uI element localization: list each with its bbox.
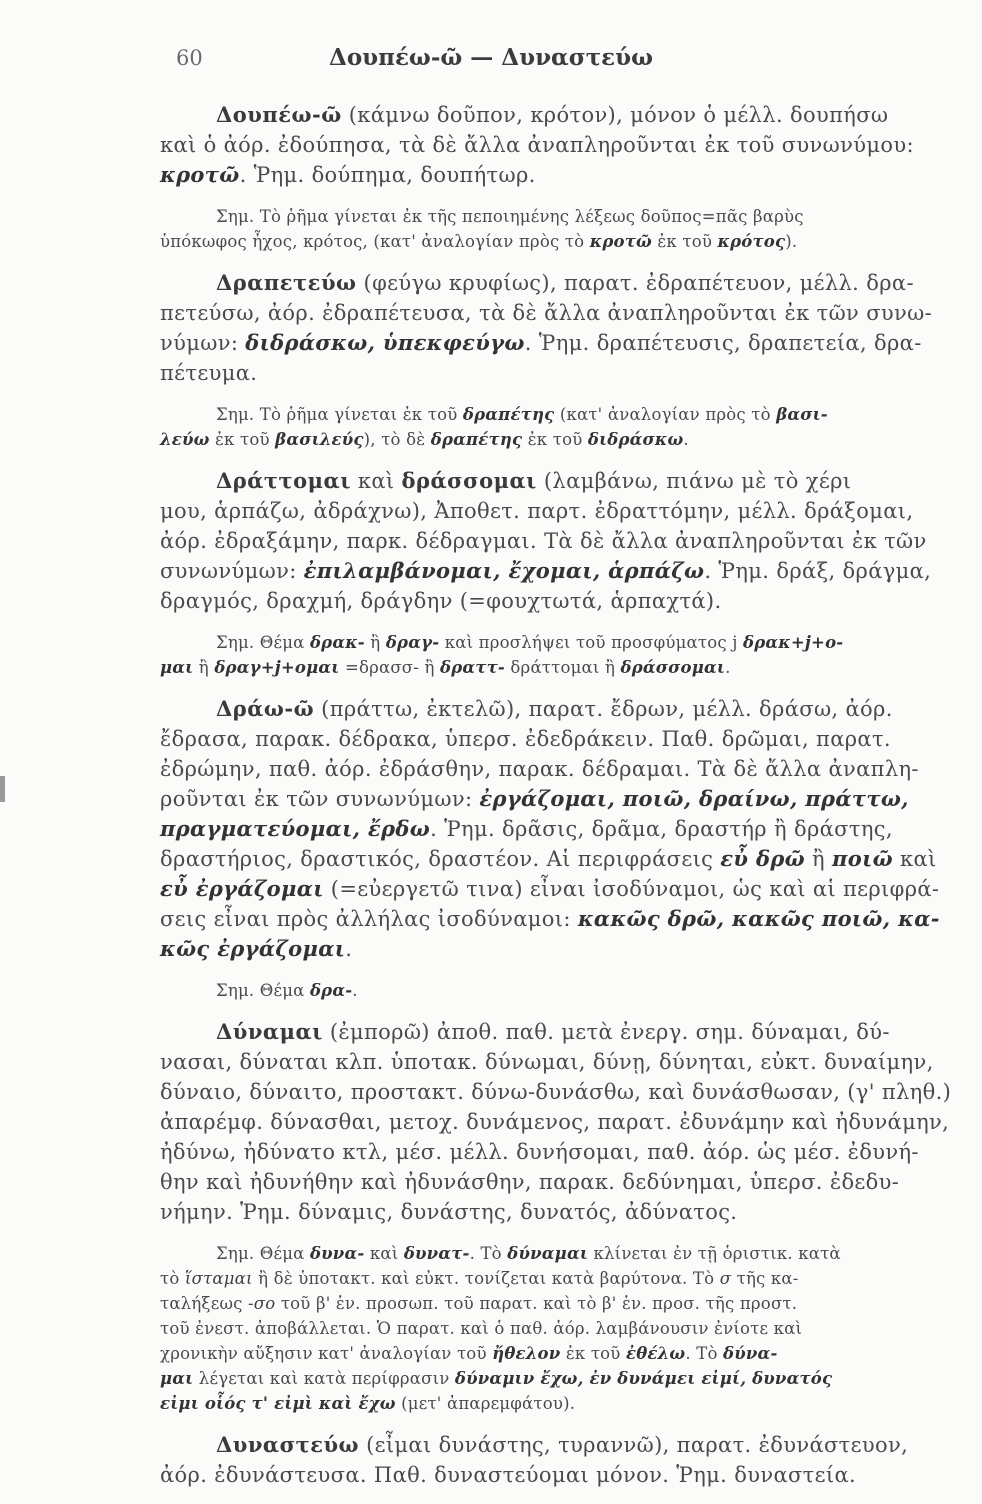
entry-note — [160, 1241, 962, 1416]
text-line — [160, 328, 962, 358]
text-segment: (πράττω, ἐκτελῶ), παρατ. ἔδρων, μέλλ. δράσω, ἀόρ. — [314, 697, 893, 721]
emphasis-segment: κροτῶ — [589, 232, 652, 251]
text-segment: νύμων: — [160, 331, 246, 355]
emphasis-segment: κροτῶ — [160, 162, 240, 187]
emphasis-segment: δραττ- — [440, 658, 505, 677]
text-segment: νασαι, δύναται κλπ. ὑποτακ. δύνωμαι, δύνῃ, δύνηται, εὐκτ. δυναίμην, — [160, 1050, 934, 1074]
headword: δράσσομαι — [401, 468, 537, 493]
headword: Δράω-ῶ — [216, 696, 315, 721]
text-segment: καὶ προσλήψει τοῦ προσφύματος j — [439, 633, 744, 652]
text-segment: ἀπαρέμφ. δύνασθαι, μετοχ. δυνάμενος, παρατ. ἐδυνάμην καὶ ἠδυνάμην, — [160, 1110, 950, 1134]
headword: Δραπετεύω — [216, 270, 357, 295]
text-segment: (κάμνω δοῦπον, κρότον), μόνον ὁ μέλλ. δουπήσω — [341, 103, 889, 127]
text-segment: ροῦνται ἐκ τῶν συνωνύμων: — [160, 787, 480, 811]
text-segment: ἐκ τοῦ — [522, 430, 588, 449]
emphasis-segment: ἐπιλαμβάνομαι, ἔχομαι, ἁρπάζω — [303, 558, 705, 583]
entry-note — [160, 630, 962, 680]
headword: Δυναστεύω — [216, 1432, 360, 1457]
text-line — [160, 1017, 962, 1047]
text-segment: . Ῥημ. δραπέτευσις, δραπετεία, δρα- — [524, 331, 922, 355]
dictionary-text — [160, 100, 962, 1504]
text-line — [160, 268, 962, 298]
dictionary-entry — [160, 1017, 962, 1227]
dictionary-entry — [160, 1430, 962, 1490]
entry-note — [160, 402, 962, 452]
text-segment: (κατ' ἀναλογίαν πρὸς τὸ — [554, 405, 777, 424]
emphasis-segment: πραγματεύομαι, ἔρδω — [160, 816, 431, 841]
text-segment: . Ῥημ. δούπημα, δουπήτωρ. — [239, 163, 536, 187]
text-segment: . Τὸ — [685, 1344, 724, 1363]
text-segment: δύναιο, δύναιτο, προστακτ. δύνω-δυνάσθω, καὶ δυνάσθωσαν, (γ' πληθ.) — [160, 1080, 952, 1104]
text-line — [160, 1266, 962, 1291]
text-line — [160, 160, 962, 190]
emphasis-segment: δραπέτης — [430, 430, 523, 449]
text-segment: . Τὸ — [469, 1244, 508, 1263]
text-segment: ἀόρ. ἐδυνάστευσα. Παθ. δυναστεύομαι μόνον. Ῥημ. δυναστεία. — [160, 1463, 857, 1487]
text-line — [160, 934, 962, 964]
text-segment: ἢ — [805, 847, 832, 871]
text-segment: καὶ — [364, 1244, 404, 1263]
text-segment: ἢ — [193, 658, 215, 677]
text-segment: Σημ. Τὸ ῥῆμα γίνεται ἐκ τοῦ — [216, 405, 463, 424]
emphasis-segment: δύναμαι — [507, 1244, 589, 1263]
text-segment: (ἐμπορῶ) ἀποθ. παθ. μετὰ ἐνεργ. σημ. δύναμαι, δύ- — [322, 1020, 890, 1044]
margin-mark — [0, 776, 5, 802]
text-segment: ), τὸ δὲ — [363, 430, 431, 449]
text-segment: νήμην. Ῥημ. δύναμις, δυνάστης, δυνατός, ἀδύνατος. — [160, 1200, 738, 1224]
emphasis-segment: δυνα- — [309, 1244, 365, 1263]
emphasis-segment: δράσσομαι — [620, 658, 726, 677]
emphasis-segment: δρα- — [309, 981, 353, 1000]
text-line — [160, 814, 962, 844]
text-segment: ἐδρώμην, παθ. ἀόρ. ἐδράσθην, παρακ. δέδραμαι. Τὰ δὲ ἄλλα ἀναπλη- — [160, 757, 919, 781]
text-segment: . — [352, 981, 358, 1000]
emphasis-segment: μαι — [160, 658, 194, 677]
text-line — [160, 754, 962, 784]
emphasis-segment: κῶς ἐργάζομαι — [160, 936, 346, 961]
page-header — [0, 44, 982, 80]
text-line — [160, 229, 962, 254]
emphasis-segment: διδράσκω — [587, 430, 684, 449]
text-segment: μου, ἁρπάζω, ἀδράχνω), Ἀποθετ. παρτ. ἐδραττόμην, μέλλ. δράξομαι, — [160, 499, 914, 523]
text-line — [160, 358, 962, 388]
text-segment: (φεύγω κρυφίως), παρατ. ἐδραπέτευον, μέλλ. δρα- — [356, 271, 914, 295]
text-segment: ). — [785, 232, 798, 251]
text-segment: . — [345, 937, 353, 961]
text-segment: κλίνεται ἐν τῇ ὁριστικ. κατὰ — [588, 1244, 841, 1263]
headword: Δύναμαι — [216, 1019, 323, 1044]
emphasis-segment: βασι- — [776, 405, 828, 424]
emphasis-segment: εὖ ἐργάζομαι — [160, 876, 324, 901]
text-line — [160, 1391, 962, 1416]
text-line — [160, 655, 962, 680]
text-line — [160, 904, 962, 934]
text-segment: καὶ ὁ ἀόρ. ἐδούπησα, τὰ δὲ ἄλλα ἀναπληροῦνται ἐκ τοῦ συνωνύμου: — [160, 133, 914, 157]
text-segment: =δρασσ- ἢ — [339, 658, 441, 677]
text-line — [160, 1047, 962, 1077]
text-line — [160, 1137, 962, 1167]
dictionary-entry — [160, 100, 962, 190]
text-segment: ἐκ τοῦ — [560, 1344, 626, 1363]
page-number: 60 — [176, 46, 203, 70]
text-segment: Σημ. Θέμα — [216, 633, 310, 652]
text-segment: ἢ — [364, 633, 386, 652]
text-segment: Σημ. Θέμα — [216, 1244, 310, 1263]
text-line — [160, 496, 962, 526]
text-line — [160, 130, 962, 160]
text-line — [160, 1341, 962, 1366]
emphasis-segment: διδράσκω, ὑπεκφεύγω — [245, 330, 525, 355]
emphasis-segment: εἰμι οἷός τ' εἰμὶ καὶ ἔχω — [160, 1394, 396, 1413]
text-line — [160, 724, 962, 754]
text-segment: . Ῥημ. δράξ, δράγμα, — [704, 559, 932, 583]
text-segment: (λαμβάνω, πιάνω μὲ τὸ χέρι — [536, 469, 852, 493]
text-segment: συνωνύμων: — [160, 559, 304, 583]
text-segment: χρονικὴν αὔξησιν κατ' ἀναλογίαν τοῦ — [160, 1344, 493, 1363]
emphasis-segment: μαι — [160, 1369, 194, 1388]
emphasis-segment: δραγ- — [385, 633, 440, 652]
text-line — [160, 1366, 962, 1391]
text-line — [160, 1077, 962, 1107]
text-line — [160, 1460, 962, 1490]
emphasis-segment: δραγ+j+ομαι — [214, 658, 340, 677]
text-line — [160, 1316, 962, 1341]
text-line — [160, 298, 962, 328]
text-line — [160, 1107, 962, 1137]
text-segment: τοῦ ἐνεστ. ἀποβάλλεται. Ὁ παρατ. καὶ ὁ παθ. ἀόρ. λαμβάνουσιν ἐνίοτε καὶ — [160, 1319, 803, 1338]
text-segment: ἔδρασα, παρακ. δέδρακα, ὑπερσ. ἐδεδράκειν. Παθ. δρῶμαι, παρατ. — [160, 727, 891, 751]
entry-note — [160, 978, 962, 1003]
text-segment: ὑπόκωφος ἦχος, κρότος, (κατ' ἀναλογίαν πρὸς τὸ — [160, 232, 590, 251]
emphasis-segment: βασιλεύς — [275, 430, 364, 449]
emphasis-segment: ποιῶ — [832, 846, 893, 871]
text-line — [160, 1241, 962, 1266]
emphasis-segment: δύνα- — [723, 1344, 778, 1363]
emphasis-segment: ἐθέλω — [626, 1344, 686, 1363]
emphasis-segment: εὖ δρῶ — [720, 846, 806, 871]
text-segment: . — [683, 430, 689, 449]
text-line — [160, 1291, 962, 1316]
text-segment: τῆς κα- — [731, 1269, 799, 1288]
text-segment: ἐκ τοῦ — [651, 232, 718, 251]
text-line — [160, 1167, 962, 1197]
emphasis-segment: σο — [253, 1294, 276, 1313]
emphasis-segment: δραπέτης — [462, 405, 555, 424]
emphasis-segment: δρακ+j+ο- — [743, 633, 844, 652]
headword: Δουπέω-ῶ — [216, 102, 342, 127]
text-segment: ἀόρ. ἐδραξάμην, παρκ. δέδραγμαι. Τὰ δὲ ἄλλα ἀναπληροῦνται ἐκ τῶν — [160, 529, 927, 553]
text-segment: . Ῥημ. δρᾶσις, δρᾶμα, δραστήρ ἢ δράστης, — [430, 817, 893, 841]
text-segment: Σημ. Τὸ ῥῆμα γίνεται ἐκ τῆς πεποιημένης λέξεως δοῦπος=πᾶς βαρὺς — [216, 207, 804, 226]
emphasis-segment: δύναμιν ἔχω, ἐν δυνάμει εἰμί, δυνατός — [454, 1369, 833, 1388]
text-line — [160, 466, 962, 496]
text-segment: τὸ — [160, 1269, 185, 1288]
text-line — [160, 874, 962, 904]
emphasis-segment: ἤθελον — [492, 1344, 561, 1363]
emphasis-segment: κακῶς δρῶ, κακῶς ποιῶ, κα- — [577, 906, 940, 931]
text-segment: (μετ' ἀπαρεμφάτου). — [395, 1394, 576, 1413]
text-segment: ταλήξεως - — [160, 1294, 254, 1313]
emphasis-segment: δρακ- — [309, 633, 365, 652]
text-segment: δραγμός, δραχμή, δράγδην (=φουχτωτά, ἁρπαχτά). — [160, 589, 722, 613]
text-segment: δράττομαι ἢ — [504, 658, 621, 677]
emphasis-segment: ἵσταμαι — [184, 1269, 253, 1288]
text-line — [160, 427, 962, 452]
text-segment: θην καὶ ἠδυνήθην καὶ ἠδυνάσθην, παρακ. δεδύνημαι, ὑπερσ. ἐδεδυ- — [160, 1170, 900, 1194]
text-segment: δραστήριος, δραστικός, δραστέον. Αἱ περιφράσεις — [160, 847, 721, 871]
text-line — [160, 1197, 962, 1227]
text-line — [160, 978, 962, 1003]
text-segment: λέγεται καὶ κατὰ περίφρασιν — [193, 1369, 455, 1388]
text-segment: (εἶμαι δυνάστης, τυραννῶ), παρατ. ἐδυνάστευον, — [359, 1433, 909, 1457]
emphasis-segment: λεύω — [160, 430, 210, 449]
text-segment: ἢ δὲ ὑποτακτ. καὶ εὐκτ. τονίζεται κατὰ βαρύτονα. Τὸ — [252, 1269, 720, 1288]
text-line — [160, 100, 962, 130]
text-segment: σεις εἶναι πρὸς ἀλλήλας ἰσοδύναμοι: — [160, 907, 578, 931]
text-segment: ἐκ τοῦ — [209, 430, 276, 449]
dictionary-entry — [160, 268, 962, 388]
text-segment: (=εὐεργετῶ τινα) εἶναι ἰσοδύναμοι, ὡς καὶ αἱ περιφρά- — [323, 877, 940, 901]
text-line — [160, 556, 962, 586]
text-segment: πέτευμα. — [160, 361, 258, 385]
emphasis-segment: δυνατ- — [403, 1244, 470, 1263]
text-segment: τοῦ β' ἑν. προσωπ. τοῦ παρατ. καὶ τὸ β' ἑν. προσ. τῆς προστ. — [275, 1294, 798, 1313]
emphasis-segment: ἐργάζομαι, ποιῶ, δραίνω, πράττω, — [479, 786, 909, 811]
text-line — [160, 844, 962, 874]
text-line — [160, 204, 962, 229]
text-line — [160, 784, 962, 814]
text-line — [160, 694, 962, 724]
text-segment: ἠδύνω, ἠδύνατο κτλ, μέσ. μέλλ. δυνήσομαι, παθ. ἀόρ. ὡς μέσ. ἐδυνή- — [160, 1140, 919, 1164]
running-title: Δουπέω-ῶ — Δυναστεύω — [328, 44, 654, 71]
text-line — [160, 402, 962, 427]
headword: Δράττομαι — [216, 468, 351, 493]
text-line — [160, 526, 962, 556]
text-line — [160, 1430, 962, 1460]
entry-note — [160, 204, 962, 254]
text-segment: πετεύσω, ἀόρ. ἐδραπέτευσα, τὰ δὲ ἄλλα ἀναπληροῦνται ἐκ τῶν συνω- — [160, 301, 933, 325]
dictionary-entry — [160, 694, 962, 964]
text-segment: . — [725, 658, 731, 677]
text-segment: καὶ — [350, 469, 402, 493]
emphasis-segment: σ — [719, 1269, 732, 1288]
text-segment: Σημ. Θέμα — [216, 981, 310, 1000]
text-line — [160, 630, 962, 655]
text-line — [160, 586, 962, 616]
emphasis-segment: κρότος — [717, 232, 786, 251]
dictionary-entry — [160, 466, 962, 616]
text-segment: καὶ — [892, 847, 937, 871]
